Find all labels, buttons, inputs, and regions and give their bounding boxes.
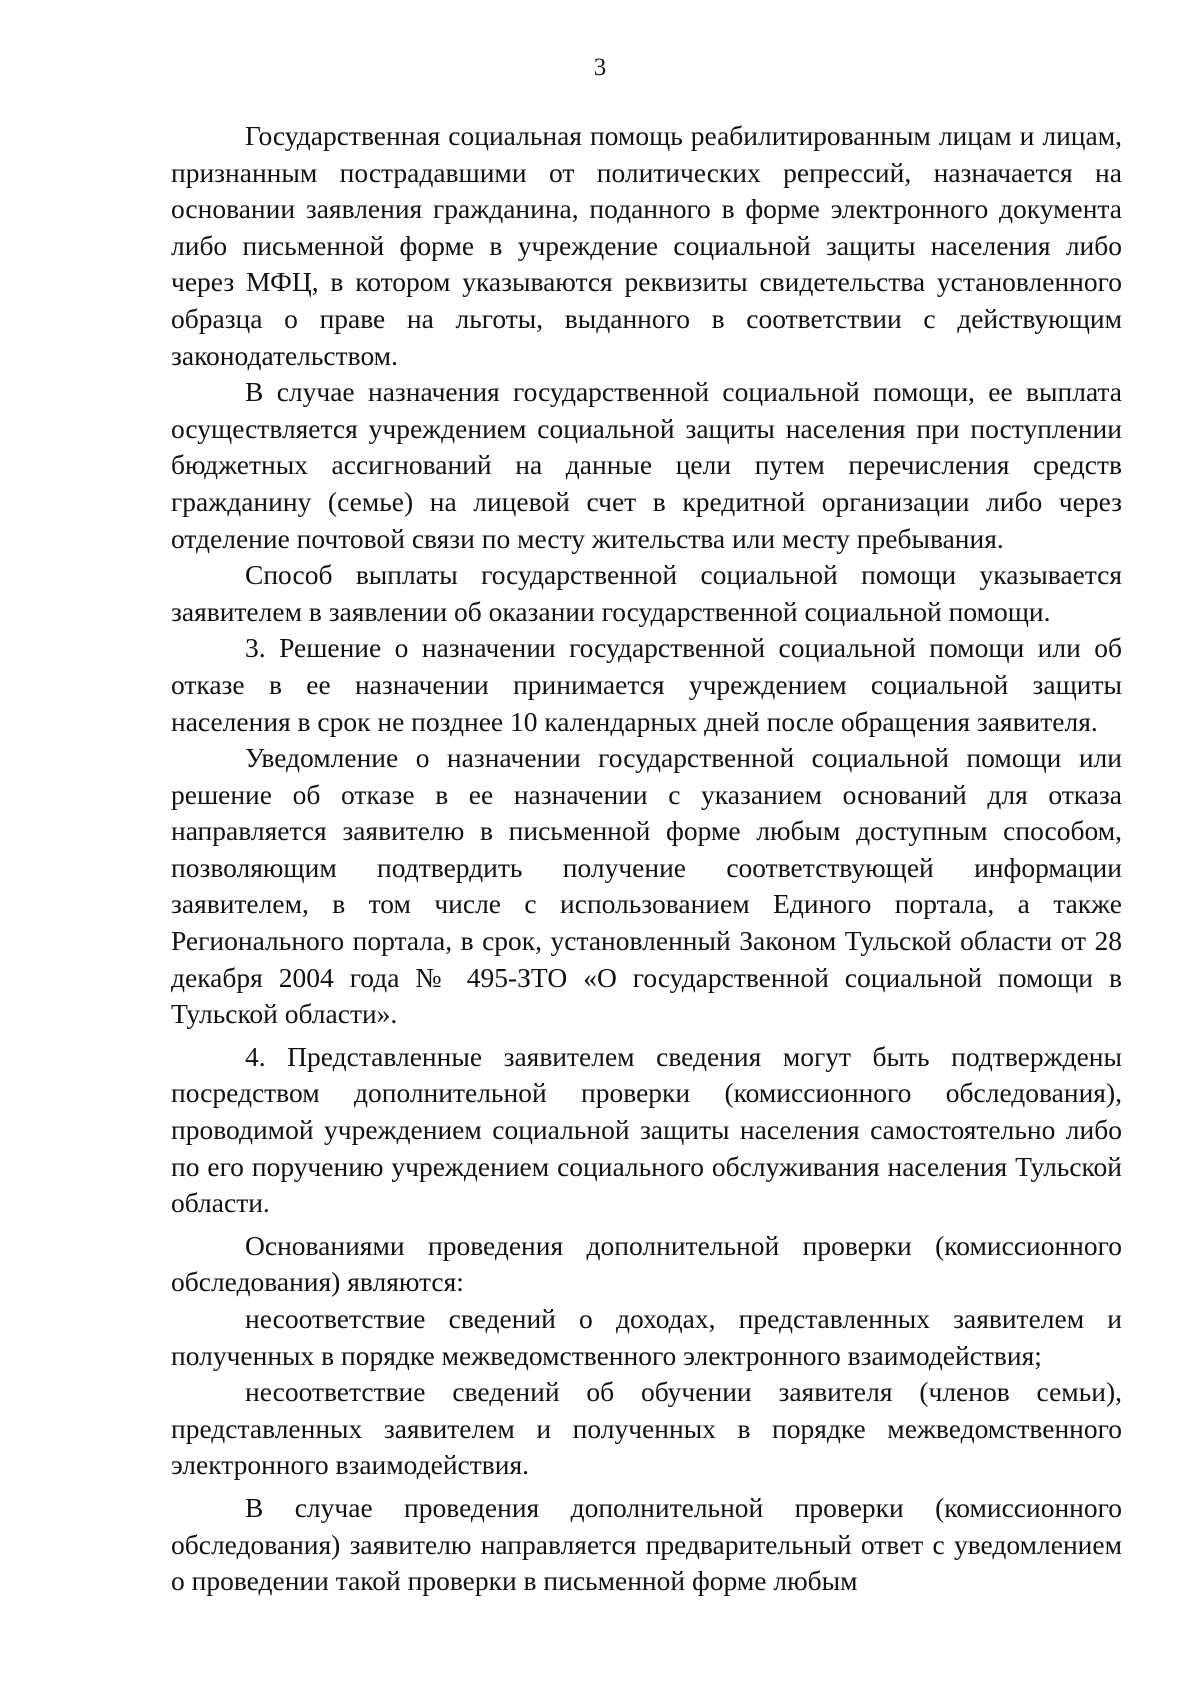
paragraph-payment-procedure: В случае назначения государственной социальной помощи, ее выплата осуществляется учреждением социальной защиты населения при поступлении бюджетных ассигнований на данные цели путем перечисления средств гражданину (семье) на лицевой счет в кредитной организации либо через отделение почтовой связи по месту жительства или месту пребывания. [171,376,1122,554]
paragraph-payment-method: Способ выплаты государственной социальной помощи указывается заявителем в заявлении об оказании государственной социальной помощи. [171,559,1122,627]
page-number: 3 [593,54,607,81]
paragraph-notification: Уведомление о назначении государственной социальной помощи или решение об отказе в ее назначении с указанием оснований для отказа направляется заявителю в письменной форме любым доступным способом, позволяющим подтвердить получение соответствующей информации заявителем, в том числе с использованием Единого портала, а также Регионального портала, в срок, установленный Законом Тульской области от 28 декабря 2004 года № 495-ЗТО «О государственной социальной помощи в Тульской области». [171,742,1122,1030]
paragraph-item-3-decision: 3. Решение о назначении государственной социальной помощи или об отказе в ее назначении принимается учреждением социальной защиты населения в срок не позднее 10 календарных дней после обращения заявителя. [171,632,1122,737]
paragraph-verification-grounds: Основаниями проведения дополнительной проверки (комиссионного обследования) являются: [171,1229,1122,1298]
document-body [171,118,1122,1600]
paragraph-state-aid-application: Государственная социальная помощь реабилитированным лицам и лицам, признанным пострадавшими от политических репрессий, назначается на основании заявления гражданина, поданного в форме электронного документа либо письменной форме в учреждение социальной защиты населения либо через МФЦ, в котором указываются реквизиты свидетельства установленного образца о праве на льготы, выданного в соответствии с действующим законодательством. [171,120,1122,371]
paragraph-preliminary-answer: В случае проведения дополнительной проверки (комиссионного обследования) заявителю направляется предварительный ответ с уведомлением о проведении такой проверки в письменной форме любым [171,1491,1122,1597]
paragraph-ground-education: несоответствие сведений об обучении заявителя (членов семьи), представленных заявителем и полученных в порядке межведомственного электронного взаимодействия. [171,1376,1122,1481]
paragraph-ground-income: несоответствие сведений о доходах, представленных заявителем и полученных в порядке межведомственного электронного взаимодействия; [171,1303,1122,1371]
paragraph-item-4-verification: 4. Представленные заявителем сведения могут быть подтверждены посредством дополнительной проверки (комиссионного обследования), проводимой учреждением социальной защиты населения самостоятельно либо по его поручению учреждением социального обслуживания населения Тульской области. [171,1040,1122,1219]
